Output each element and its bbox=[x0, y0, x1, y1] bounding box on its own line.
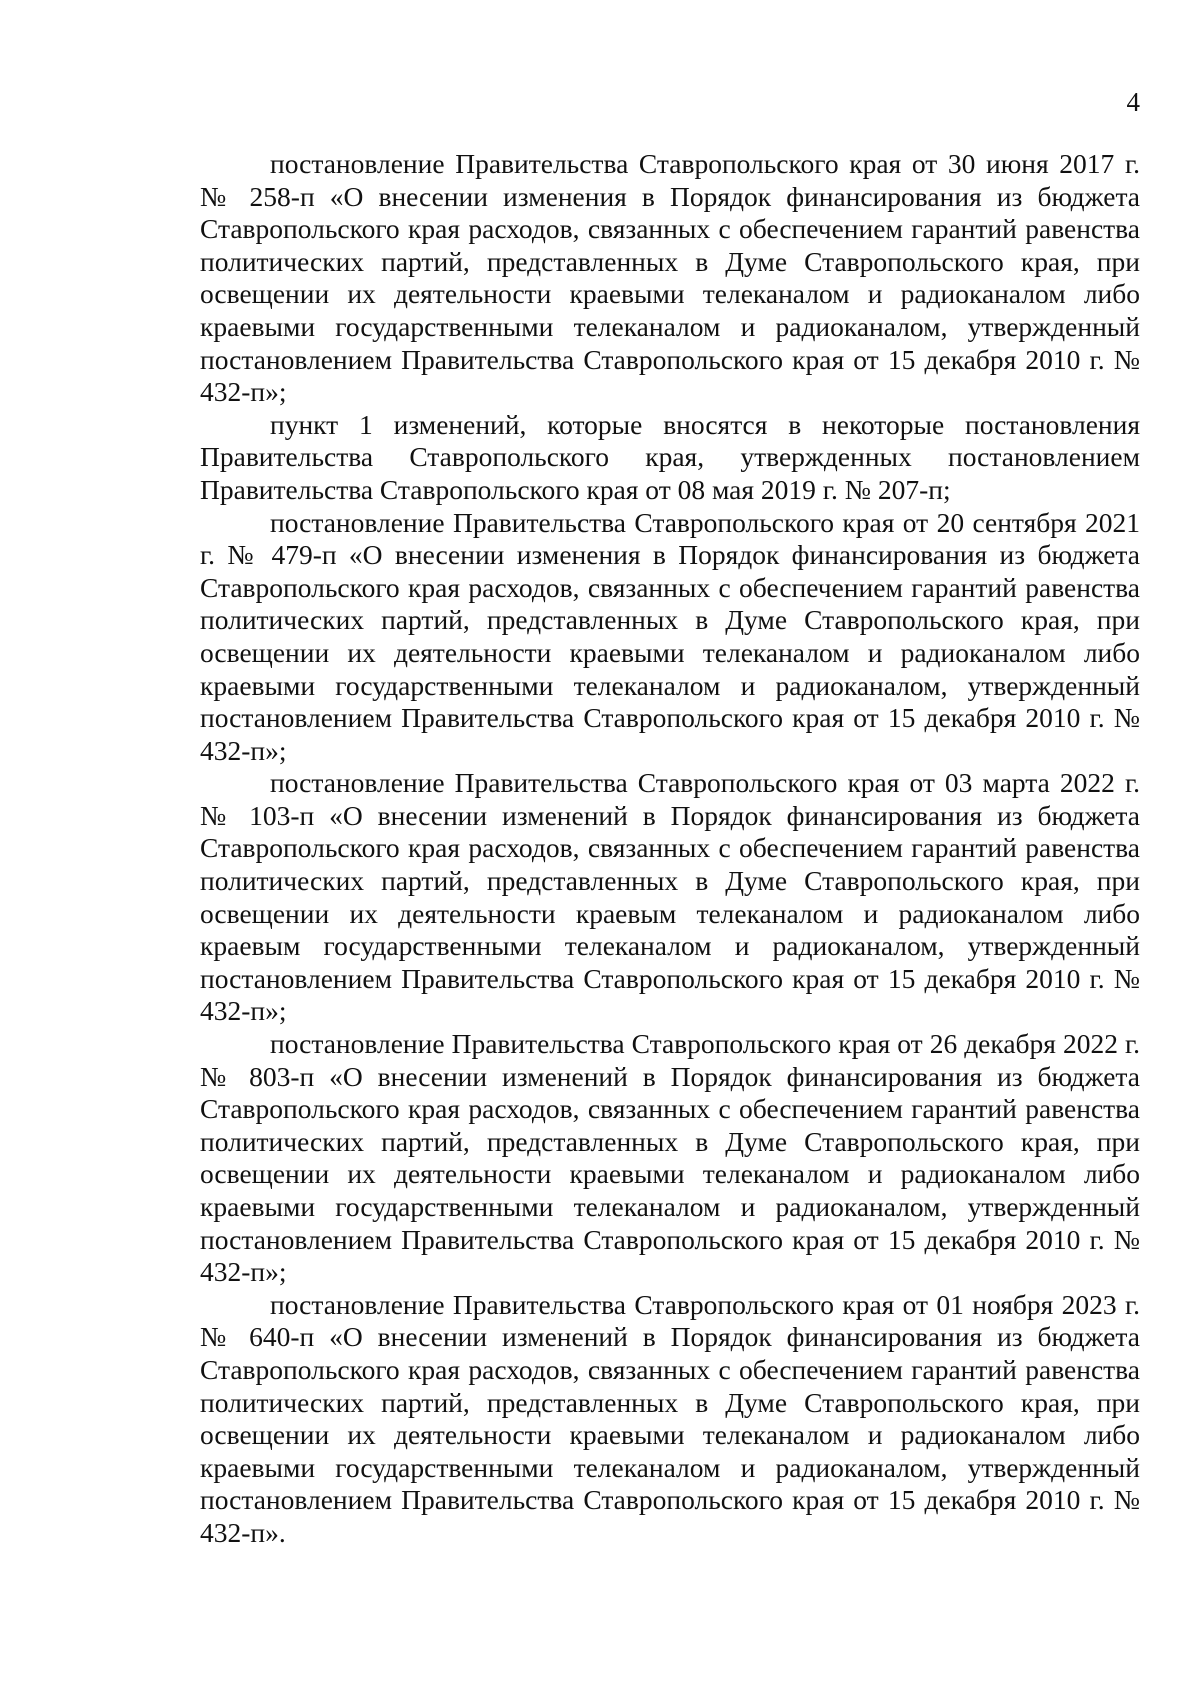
paragraph-item-1-2019: пункт 1 изменений, которые вносятся в некоторые постановления Правительства Ставропольского края, утвержденных постановлением Правительства Ставропольского края от 08 мая 2019 г. № 207-п; bbox=[200, 408, 1140, 505]
paragraph-resolution-2022-march: постановление Правительства Ставропольского края от 03 марта 2022 г. № 103-п «О внесении изменений в Порядок финансирования из бюджета Ставропольского края расходов, связанных с обеспечением гарантий равенства политических партий, представленных в Думе Ставропольского края, при освещении их деятельности краевым телеканалом и радиоканалом либо краевым государственными телеканалом и радиоканалом, утвержденный постановлением Правительства Ставропольского края от 15 декабря 2010 г. № 432-п»; bbox=[200, 767, 1140, 1027]
paragraph-resolution-2023: постановление Правительства Ставропольского края от 01 ноября 2023 г. № 640-п «О внесении изменений в Порядок финансирования из бюджета Ставропольского края расходов, связанных с обеспечением гарантий равенства политических партий, представленных в Думе Ставропольского края, при освещении их деятельности краевыми телеканалом и радиоканалом либо краевыми государственными телеканалом и радиоканалом, утвержденный постановлением Правительства Ставропольского края от 15 декабря 2010 г. № 432-п». bbox=[200, 1288, 1140, 1548]
page-number: 4 bbox=[1126, 87, 1140, 117]
document-body bbox=[200, 148, 1140, 1550]
paragraph-resolution-2022-december: постановление Правительства Ставропольского края от 26 декабря 2022 г. № 803-п «О внесении изменений в Порядок финансирования из бюджета Ставропольского края расходов, связанных с обеспечением гарантий равенства политических партий, представленных в Думе Ставропольского края, при освещении их деятельности краевыми телеканалом и радиоканалом либо краевыми государственными телеканалом и радиоканалом, утвержденный постановлением Правительства Ставропольского края от 15 декабря 2010 г. № 432-п»; bbox=[200, 1028, 1140, 1288]
paragraph-resolution-2017: постановление Правительства Ставропольского края от 30 июня 2017 г. № 258-п «О внесении изменения в Порядок финансирования из бюджета Ставропольского края расходов, связанных с обеспечением гарантий равенства политических партий, представленных в Думе Ставропольского края, при освещении их деятельности краевыми телеканалом и радиоканалом либо краевыми государственными телеканалом и радиоканалом, утвержденный постановлением Правительства Ставропольского края от 15 декабря 2010 г. № 432-п»; bbox=[200, 148, 1140, 408]
paragraph-resolution-2021: постановление Правительства Ставропольского края от 20 сентября 2021 г. № 479-п «О внесении изменения в Порядок финансирования из бюджета Ставропольского края расходов, связанных с обеспечением гарантий равенства политических партий, представленных в Думе Ставропольского края, при освещении их деятельности краевыми телеканалом и радиоканалом либо краевыми государственными телеканалом и радиоканалом, утвержденный постановлением Правительства Ставропольского края от 15 декабря 2010 г. № 432-п»; bbox=[200, 506, 1140, 766]
